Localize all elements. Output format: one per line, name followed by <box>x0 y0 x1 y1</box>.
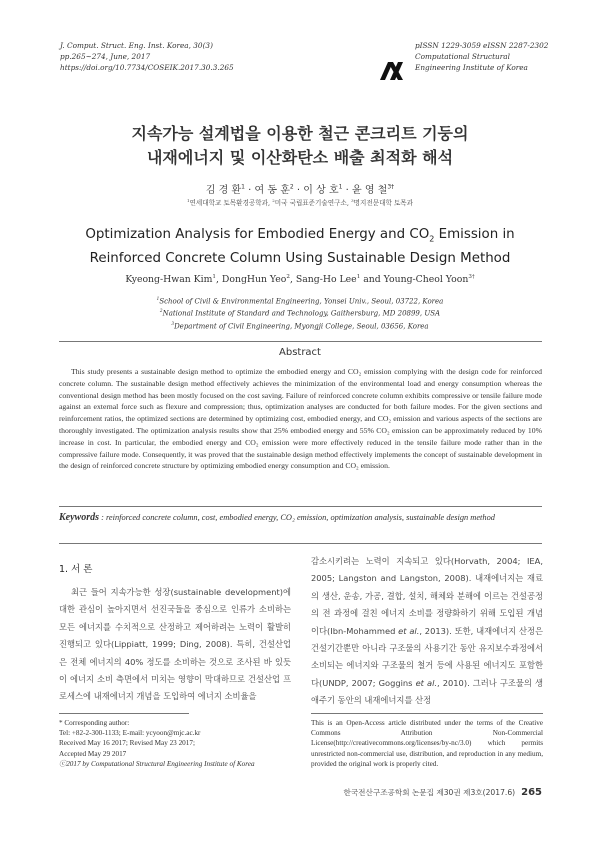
intro-right-part-b: , 2013). 또한, 내재에너지 산정은 건설기간뿐만 아니라 구조물의 사용기간 동안 유지보수과정에서 소비되는 에너지와 구조물의 철거 등에 사용된 에너지도 포함한다(UNDP, 2007; Goggins <box>311 625 543 688</box>
english-title <box>0 225 600 268</box>
author-ko-4-mark: 3† <box>387 183 395 191</box>
page-number: 265 <box>521 787 542 798</box>
intro-right-paragraph <box>311 553 543 710</box>
intro-right-part-a: 감소시키려는 노력이 지속되고 있다(Horvath, 2004; IEA, 2005; Langston and Langston, 2008). 내재에너지는 재료의 생산, 운송, 가공, 결합, 설치, 해체와 분해에 이르는 건설공정의 전 과정에 걸친 에너지 소비를 정량화하기 위해 도입된 개념이다(Ibn-Mohammed <box>311 556 543 636</box>
author-en-3-mark: 1 <box>356 274 361 280</box>
keywords-label: Keywords <box>59 512 99 523</box>
author-en-sep: , <box>289 274 296 286</box>
english-title-line1 <box>0 225 600 249</box>
author-en-sep: , <box>215 274 222 286</box>
english-title-line1-a: Optimization Analysis for Embodied Energy and CO <box>85 227 430 242</box>
author-en-4-mark: 3† <box>468 274 475 280</box>
issn-line: pISSN 1229-3059 eISSN 2287-2302 <box>415 41 549 50</box>
affil-en-1 <box>0 294 600 306</box>
accepted-date: Accepted May 29 2017 <box>59 749 127 758</box>
journal-citation <box>60 40 234 73</box>
intro-left-column <box>59 584 291 706</box>
corresponding-author: * Corresponding author: <box>59 719 130 727</box>
author-en-1: Kyeong-Hwan Kim <box>125 274 213 286</box>
keywords-colon: : <box>99 513 106 522</box>
affil-en-3-text: Department of Civil Engineering, Myongji College, Seoul, 03656, Korea <box>174 321 429 330</box>
author-sep: · <box>342 185 352 196</box>
english-affiliations <box>0 294 600 331</box>
society-logo-icon <box>378 58 408 84</box>
author-en-3: Sang-Ho Lee <box>295 274 357 286</box>
footnote-left <box>59 718 291 769</box>
affil-en-2 <box>0 306 600 318</box>
english-title-subscript: 2 <box>429 234 435 244</box>
author-ko-2: 여 동 훈 <box>254 185 290 196</box>
license-note: This is an Open-Access article distributed under the terms of the Creative Commons Attribution Non-Commercial License(http://creativecommons.org/licenses/by-nc/3.0) which permits unrestricted non-commercial use, distribution, and reproduction in any medium, provided the original work is properly cited. <box>311 719 543 768</box>
author-ko-3: 이 상 호 <box>303 185 339 196</box>
abstract-top-rule <box>59 341 542 342</box>
affil-ko-3-mark: 3 <box>351 197 354 203</box>
affil-en-1-mark: 1 <box>156 296 160 301</box>
keywords <box>59 511 542 524</box>
affil-en-2-mark: 2 <box>159 308 163 314</box>
intro-right-etal-2: et al. <box>415 677 438 688</box>
author-ko-1: 김 경 환 <box>205 185 242 196</box>
affil-ko-2-mark: 2 <box>272 197 275 203</box>
affil-ko-1: 연세대학교 토목환경공학과, <box>189 199 271 207</box>
intro-left-paragraph: 최근 들어 지속가능한 성장(sustainable development)에 대한 관심이 높아지면서 선진국들을 중심으로 인류가 소비하는 모든 에너지를 수치적으로 산정하고 제어하려는 노력이 활발히 진행되고 있다(Lippiatt, 1999; Ding, 2008). 특히, 건설산업은 전체 에너지의 40% 정도를 소비하는 것으로 조사된 바 있듯이 에너지 소비 측면에서 미치는 영향이 막대하므로 건설산업 프로세스에 내재에너지 개념을 도입하여 에너지 소비율을 <box>59 587 291 702</box>
abstract-text: This study presents a sustainable design method to optimize the embodied energy and CO₂ emission complying with the design code for reinforced concrete column. The sustainable design method effectively achieves the minimization of the environmental load and energy consumption whereas the conventional design method has been mostly focused on the cost saving. Failure of reinforced concrete column exhibits compressive or tensile failure mode against an external force such as flexure and compression; thus, optimization analyses are conducted for both failure modes. For the given sections and reinforcement ratios, the optimized sections are determined by optimizing cost, embodied energy, and CO₂ emission and various aspects of the sections are thoroughly investigated. The optimization analysis results show that 25% embodied energy and 55% CO₂ emission can be approximately reduced by 10% increase in cost. In particular, the embodied energy and CO₂ emission were more effectively reduced in the tensile failure mode rather than in the compressive failure mode. Consequently, it was proved that the sustainable design method effectively implements the concept of sustainable development in the design of reinforced concrete structure by optimizing embodied energy consumption and CO₂ emission. <box>59 367 542 471</box>
author-sep: · <box>293 185 304 196</box>
author-en-and: and <box>360 274 384 286</box>
author-en-1-mark: 1 <box>212 274 216 280</box>
pages-date: pp.265~274, June, 2017 <box>60 52 151 61</box>
keywords-text: reinforced concrete column, cost, embodied energy, CO₂ emission, optimization analysis, sustainable design method <box>105 513 495 522</box>
contact-info: Tel: +82-2-300-1133; E-mail: ycyoon@mjc.ac.kr <box>59 729 201 738</box>
korean-affiliations <box>0 197 600 207</box>
affil-en-2-text: National Institute of Standard and Technology, Gaithersburg, MD 20899, USA <box>162 309 441 318</box>
author-ko-3-mark: 1 <box>338 183 343 191</box>
affil-en-3-mark: 3 <box>171 320 175 326</box>
korean-title <box>0 122 600 170</box>
abstract-bottom-rule <box>59 506 542 507</box>
keywords-bottom-rule <box>59 543 542 544</box>
author-ko-4: 윤 영 철 <box>351 185 388 196</box>
author-en-2: DongHun Yeo <box>221 274 287 286</box>
intro-right-part-c: , 2010). 그러나 구조물의 생애주기 동안의 내재에너지를 산정 <box>311 677 544 706</box>
author-en-2-mark: 2 <box>286 274 290 280</box>
journal-name: J. Comput. Struct. Eng. Inst. Korea, 30(3) <box>60 41 213 50</box>
affil-ko-2: 미국 국립표준기술연구소, <box>274 199 349 207</box>
affil-en-1-text: School of Civil & Environmental Engineering, Yonsei Univ., Seoul, 03722, Korea <box>159 297 444 306</box>
page-footer <box>308 787 542 798</box>
intro-right-etal-1: et al. <box>398 625 420 636</box>
english-title-line2: Reinforced Concrete Column Using Sustainable Design Method <box>89 250 511 266</box>
footnote-rule-right <box>311 713 543 714</box>
english-authors <box>0 274 600 285</box>
footnote-rule-left <box>59 713 189 714</box>
korean-title-line1: 지속가능 설계법을 이용한 철근 콘크리트 기둥의 <box>131 124 469 143</box>
society-name-1: Computational Structural <box>415 52 510 61</box>
received-date: Received May 16 2017; Revised May 23 2017; <box>59 739 195 748</box>
affil-ko-3: 명지전문대학 토목과 <box>353 199 414 207</box>
issn-block <box>415 40 548 73</box>
abstract-heading: Abstract <box>279 347 321 358</box>
author-ko-2-mark: 2 <box>289 183 294 191</box>
korean-authors <box>0 181 600 196</box>
footer-journal: 한국전산구조공학회 논문집 제30권 제3호(2017.6) <box>343 788 516 797</box>
korean-title-line2: 내재에너지 및 이산화탄소 배출 최적화 해석 <box>146 148 454 167</box>
affil-ko-1-mark: 1 <box>186 197 190 203</box>
abstract-body <box>59 366 542 472</box>
doi-link[interactable]: https://doi.org/10.7734/COSEIK.2017.30.3.265 <box>60 63 234 72</box>
affil-en-3 <box>0 319 600 331</box>
section-heading-intro: 1. 서 론 <box>59 564 93 575</box>
author-en-4: Young-Cheol Yoon <box>383 274 469 286</box>
society-name-2: Engineering Institute of Korea <box>415 63 528 72</box>
author-sep: · <box>245 185 255 196</box>
english-title-line1-b: Emission in <box>434 227 515 242</box>
intro-right-column <box>311 553 543 710</box>
copyright-notice: ⓒ2017 by Computational Structural Engineering Institute of Korea <box>59 759 255 768</box>
author-ko-1-mark: 1 <box>241 183 245 191</box>
